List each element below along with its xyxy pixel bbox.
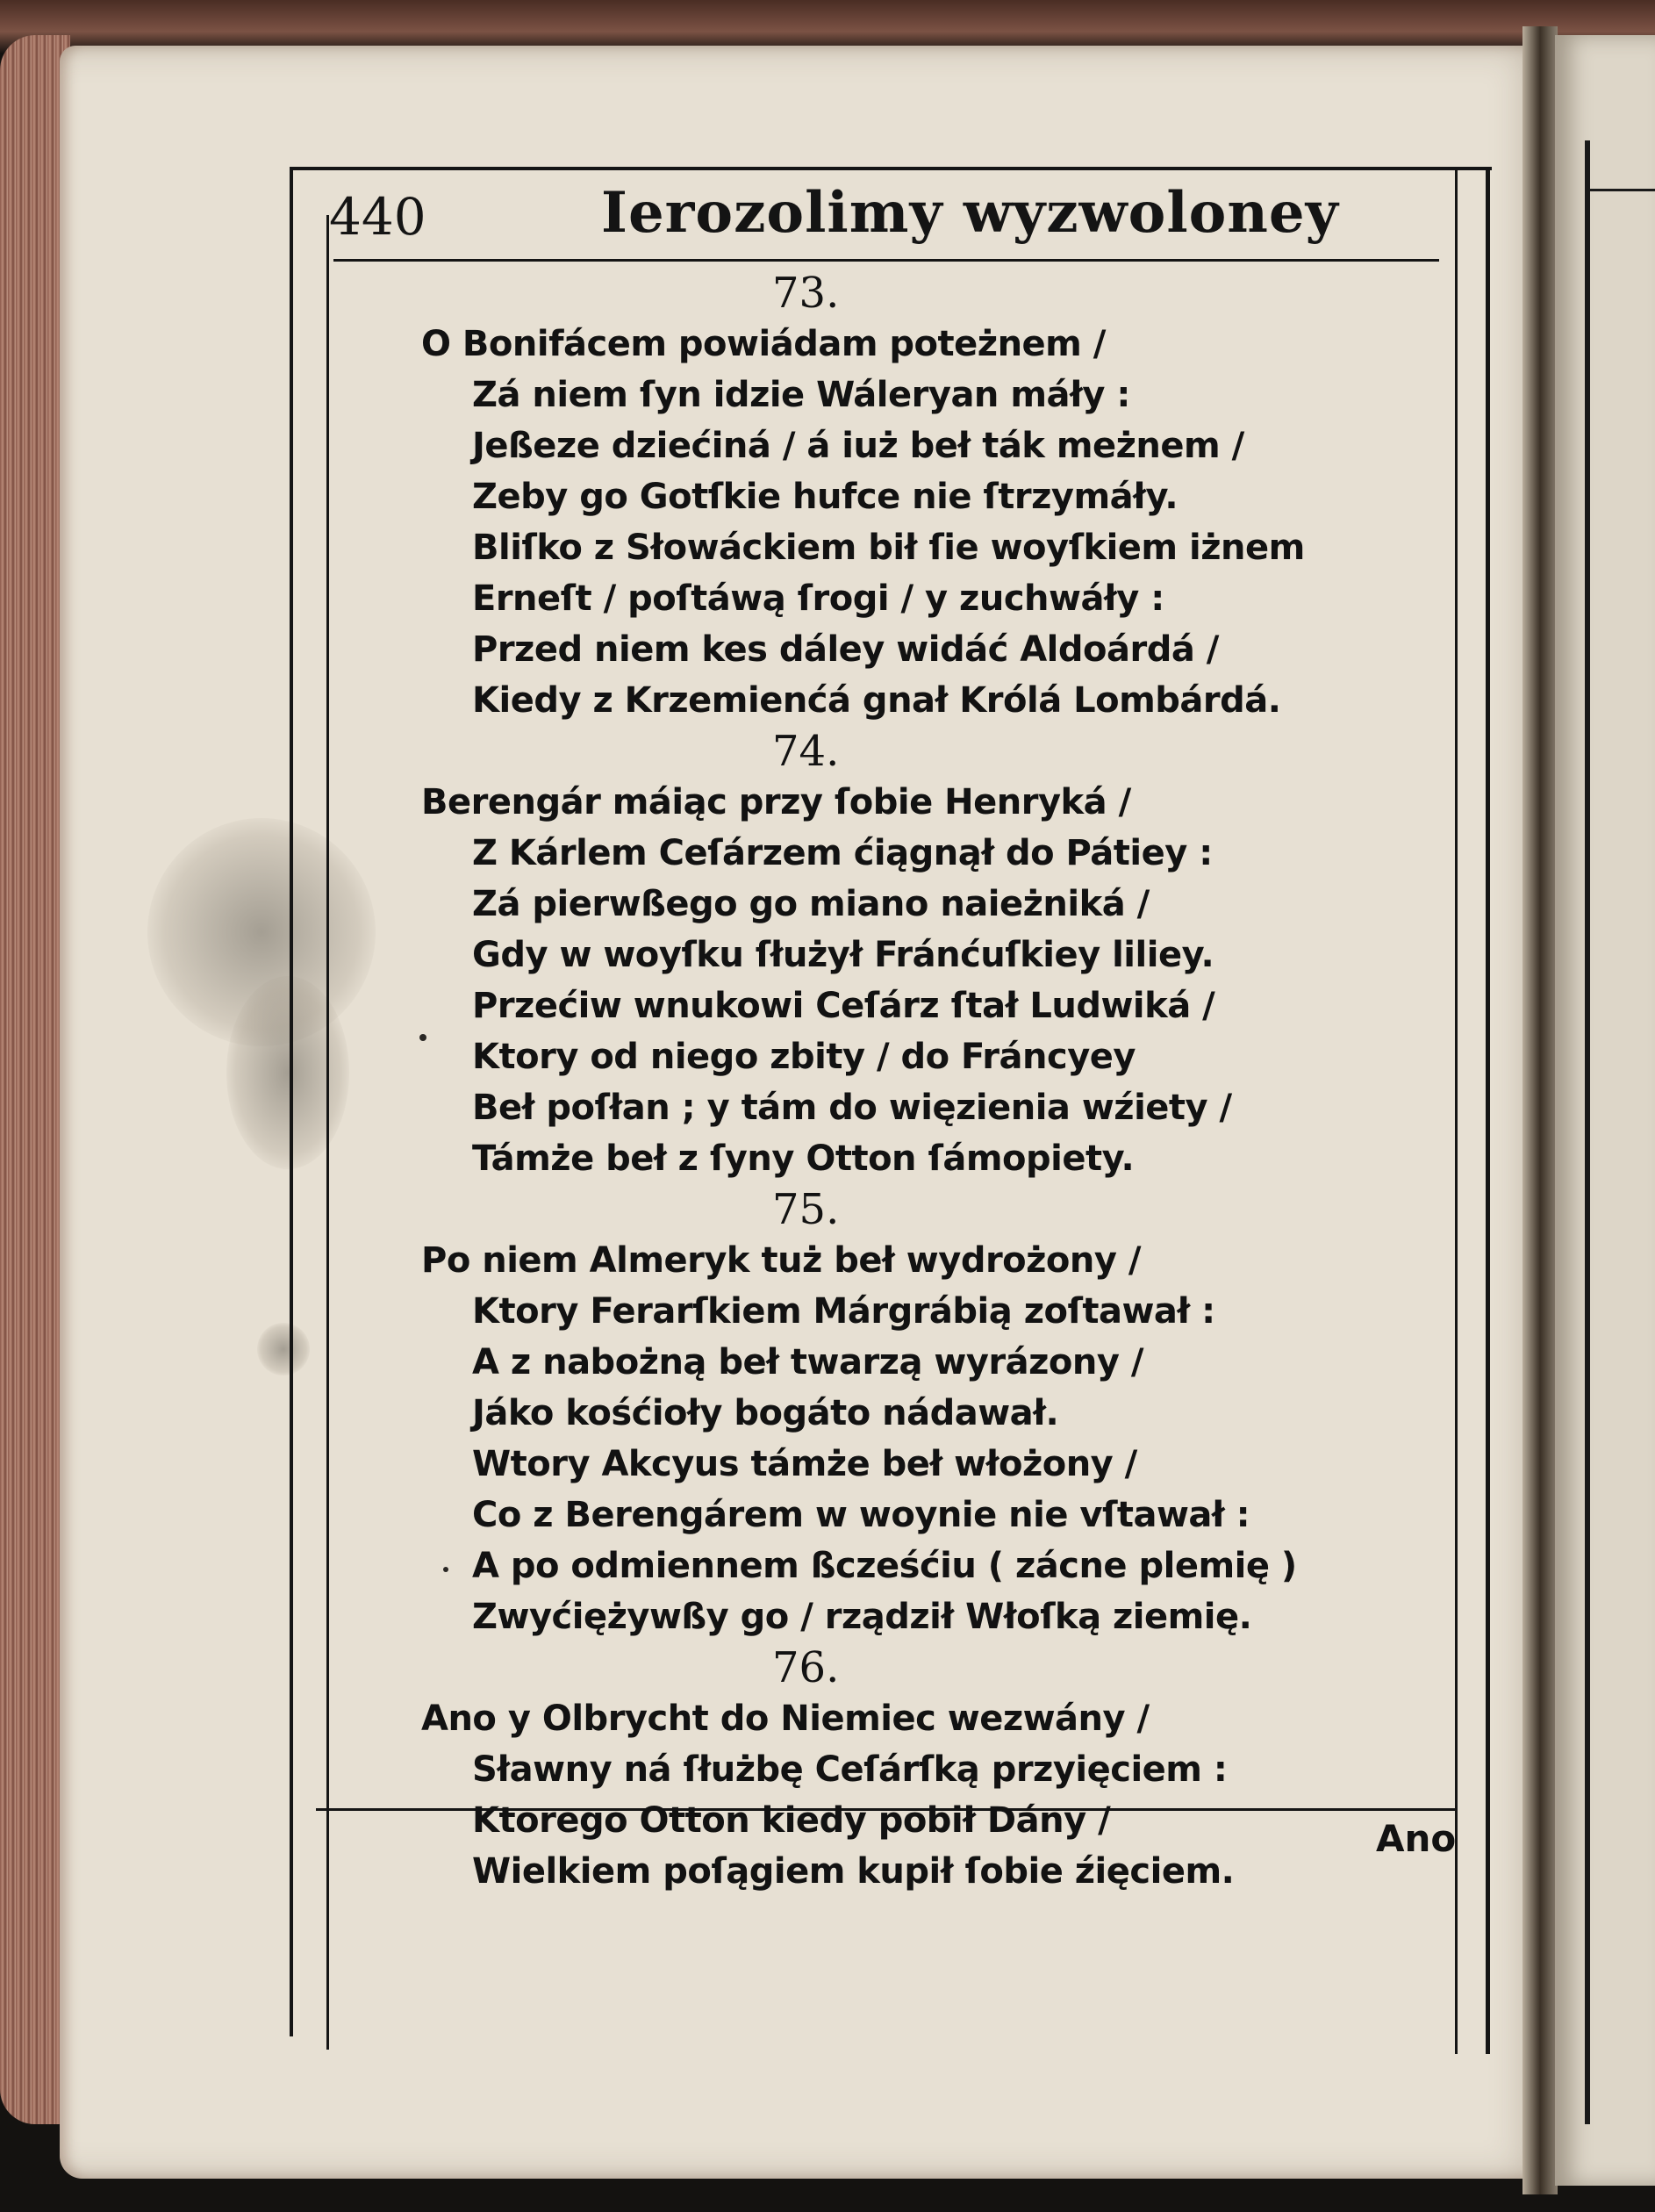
verse-line: Ano y Olbrycht do Niemiec wezwány / (421, 1698, 1150, 1739)
water-stain (226, 976, 349, 1169)
verse-line: Zeby go Gotſkie hufce nie ſtrzymáły. (472, 477, 1179, 517)
verse-line: Támże beł z ſyny Otton ſámopiety. (472, 1138, 1135, 1179)
header-rule (333, 259, 1439, 262)
verse-line: Ktory Ferarſkiem Márgrábią zoſtawał : (472, 1291, 1215, 1332)
verse-line: Zá pierwßego go miano naieżniká / (472, 884, 1150, 924)
stanza-number: 73. (772, 269, 840, 318)
verse-line: Jeßeze dziećiná / á iuż beł ták meżnem / (472, 426, 1244, 466)
verse-line: A po odmiennem ßcześćiu ( zácne plemię ) (472, 1546, 1297, 1586)
book-gutter (1522, 26, 1558, 2194)
verse-line: Gdy w woyſku ſłużył Fránćuſkiey liliey. (472, 935, 1214, 975)
frame-rule (1585, 189, 1655, 191)
verse-line: Bliſko z Słowáckiem bił ſie woyſkiem iżnem (472, 528, 1305, 568)
frame-rule-right-inner (1455, 167, 1458, 2054)
ink-speck (419, 1034, 426, 1041)
verse-line: Jáko kośćioły bogáto nádawał. (472, 1393, 1059, 1433)
page-number: 440 (329, 187, 426, 247)
stanza (421, 1642, 1448, 1897)
book-cover-edge (0, 0, 1655, 53)
verse-line: Co z Berengárem w woynie nie vſtawał : (472, 1495, 1250, 1535)
frame-rule-left-inner (326, 215, 329, 2050)
ink-speck (443, 1567, 448, 1572)
verse-line: Berengár máiąc przy ſobie Henryká / (421, 782, 1131, 822)
verse-line: Zwyćiężywßy go / rządził Włoſką ziemię. (472, 1597, 1252, 1637)
stanza (421, 1184, 1448, 1642)
verse-line: Sławny ná ſłużbę Ceſárſką przyięciem : (472, 1749, 1228, 1790)
verse-line: Beł poſłan ; y tám do więzienia wźiety / (472, 1088, 1232, 1128)
stanza-number: 74. (772, 727, 840, 776)
verse-line: Z Kárlem Ceſárzem ćiągnął do Pátiey : (472, 833, 1213, 873)
verse-line: Erneſt / poſtáwą ſrogi / y zuchwáły : (472, 578, 1164, 619)
running-title: Ierozolimy wyzwoloney (601, 180, 1339, 246)
frame-rule-left-outer (290, 167, 293, 2036)
verse-line: O Bonifácem powiádam poteżnem / (421, 324, 1106, 364)
stanza-number: 75. (772, 1185, 840, 1234)
verse-line: Ktory od niego zbity / do Fráncyey (472, 1037, 1136, 1077)
page-header (329, 180, 1452, 259)
stanza-number: 76. (772, 1643, 840, 1692)
verse-line: A z nabożną beł twarzą wyrázony / (472, 1342, 1143, 1382)
verse-line: Po niem Almeryk tuż beł wydrożony / (421, 1240, 1141, 1281)
verse-line: Przećiw wnukowi Ceſárz ſtał Ludwiká / (472, 986, 1215, 1026)
verse-line: Wielkiem poſągiem kupił ſobie źięciem. (472, 1851, 1235, 1892)
verse-line: Przed niem kes dáley widáć Aldoárdá / (472, 629, 1219, 670)
poem-text (421, 268, 1448, 1897)
verse-line: Ktorego Otton kiedy pobił Dány / (472, 1800, 1111, 1841)
water-stain (257, 1323, 310, 1375)
frame-rule-right-outer (1486, 167, 1490, 2054)
stanza (421, 726, 1448, 1184)
frame-rule (1585, 140, 1590, 2124)
verse-line: Wtory Akcyus támże beł włożony / (472, 1444, 1137, 1484)
frame-rule-top (290, 167, 1492, 170)
right-page-edge (1555, 35, 1655, 2186)
catchword: Ano (1376, 1817, 1457, 1860)
verse-line: Kiedy z Krzemienćá gnał Królá Lombárdá. (472, 680, 1281, 721)
verse-line: Zá niem ſyn idzie Wáleryan máły : (472, 375, 1130, 415)
stanza (421, 268, 1448, 726)
